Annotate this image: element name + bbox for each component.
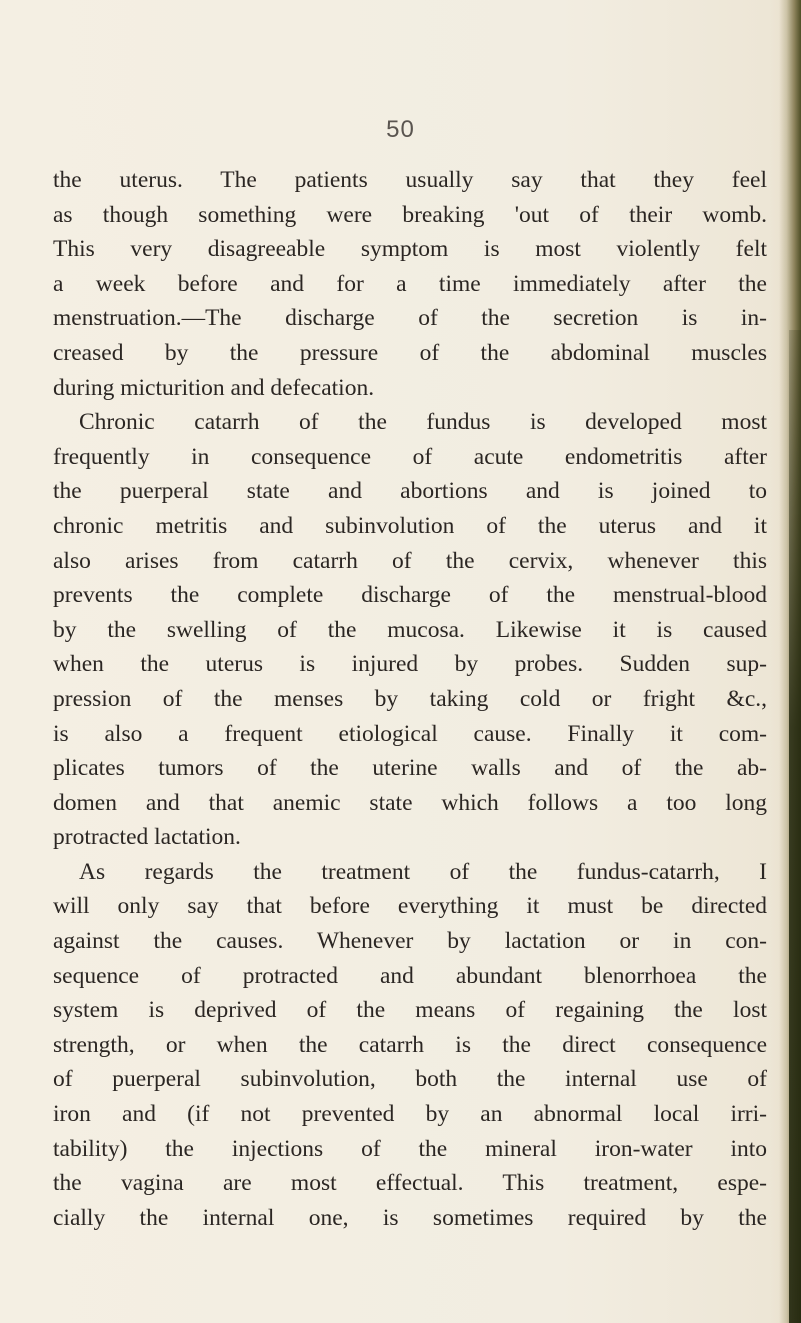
text-line: chronic metritis and subinvolution of the uterus and it xyxy=(53,512,767,539)
text-line: prevents the complete discharge of the menstrual-blood xyxy=(53,582,767,609)
text-line: also arises from catarrh of the cervix, whenever this xyxy=(53,547,767,574)
page-number: 50 xyxy=(386,116,415,143)
text-line: a week before and for a time immediately after the xyxy=(53,270,767,297)
text-line: the vagina are most effectual. This treatment, espe- xyxy=(53,1170,767,1197)
text-line: iron and (if not prevented by an abnormal local irri- xyxy=(53,1101,767,1128)
text-line: This very disagreeable symptom is most violently felt xyxy=(53,236,767,263)
text-line: will only say that before everything it must be directed xyxy=(53,893,767,920)
text-line: creased by the pressure of the abdominal muscles xyxy=(53,339,767,366)
text-line: tability) the injections of the mineral iron-water into xyxy=(53,1135,767,1162)
text-line: Chronic catarrh of the fundus is developed most xyxy=(79,409,767,436)
text-line: cially the internal one, is sometimes required by the xyxy=(53,1204,767,1231)
page-binding-shadow xyxy=(789,330,801,1323)
text-line: against the causes. Whenever by lactation or in con- xyxy=(53,928,767,955)
text-line: by the swelling of the mucosa. Likewise it is caused xyxy=(53,616,767,643)
text-line: strength, or when the catarrh is the direct consequence xyxy=(53,1031,767,1058)
text-line: during micturition and defecation. xyxy=(53,374,375,401)
text-line: of puerperal subinvolution, both the internal use of xyxy=(53,1066,767,1093)
text-line: as though something were breaking 'out of their womb. xyxy=(53,201,767,228)
text-line: sequence of protracted and abundant blenorrhoea the xyxy=(53,962,767,989)
text-line: As regards the treatment of the fundus-catarrh, I xyxy=(79,858,767,885)
text-line: frequently in consequence of acute endometritis after xyxy=(53,443,767,470)
text-line: when the uterus is injured by probes. Sudden sup- xyxy=(53,651,767,678)
text-line: menstruation.—The discharge of the secretion is in- xyxy=(53,305,767,332)
text-line: the puerperal state and abortions and is joined to xyxy=(53,478,767,505)
text-line: pression of the menses by taking cold or fright &c., xyxy=(53,685,767,712)
text-line: plicates tumors of the uterine walls and of the ab- xyxy=(53,755,767,782)
text-line: is also a frequent etiological cause. Finally it com- xyxy=(53,720,767,747)
body-text xyxy=(53,163,767,1235)
text-line: system is deprived of the means of regaining the lost xyxy=(53,997,767,1024)
text-line: domen and that anemic state which follows a too long xyxy=(53,789,767,816)
text-line: the uterus. The patients usually say that they feel xyxy=(53,167,767,193)
text-line: protracted lactation. xyxy=(53,824,241,851)
